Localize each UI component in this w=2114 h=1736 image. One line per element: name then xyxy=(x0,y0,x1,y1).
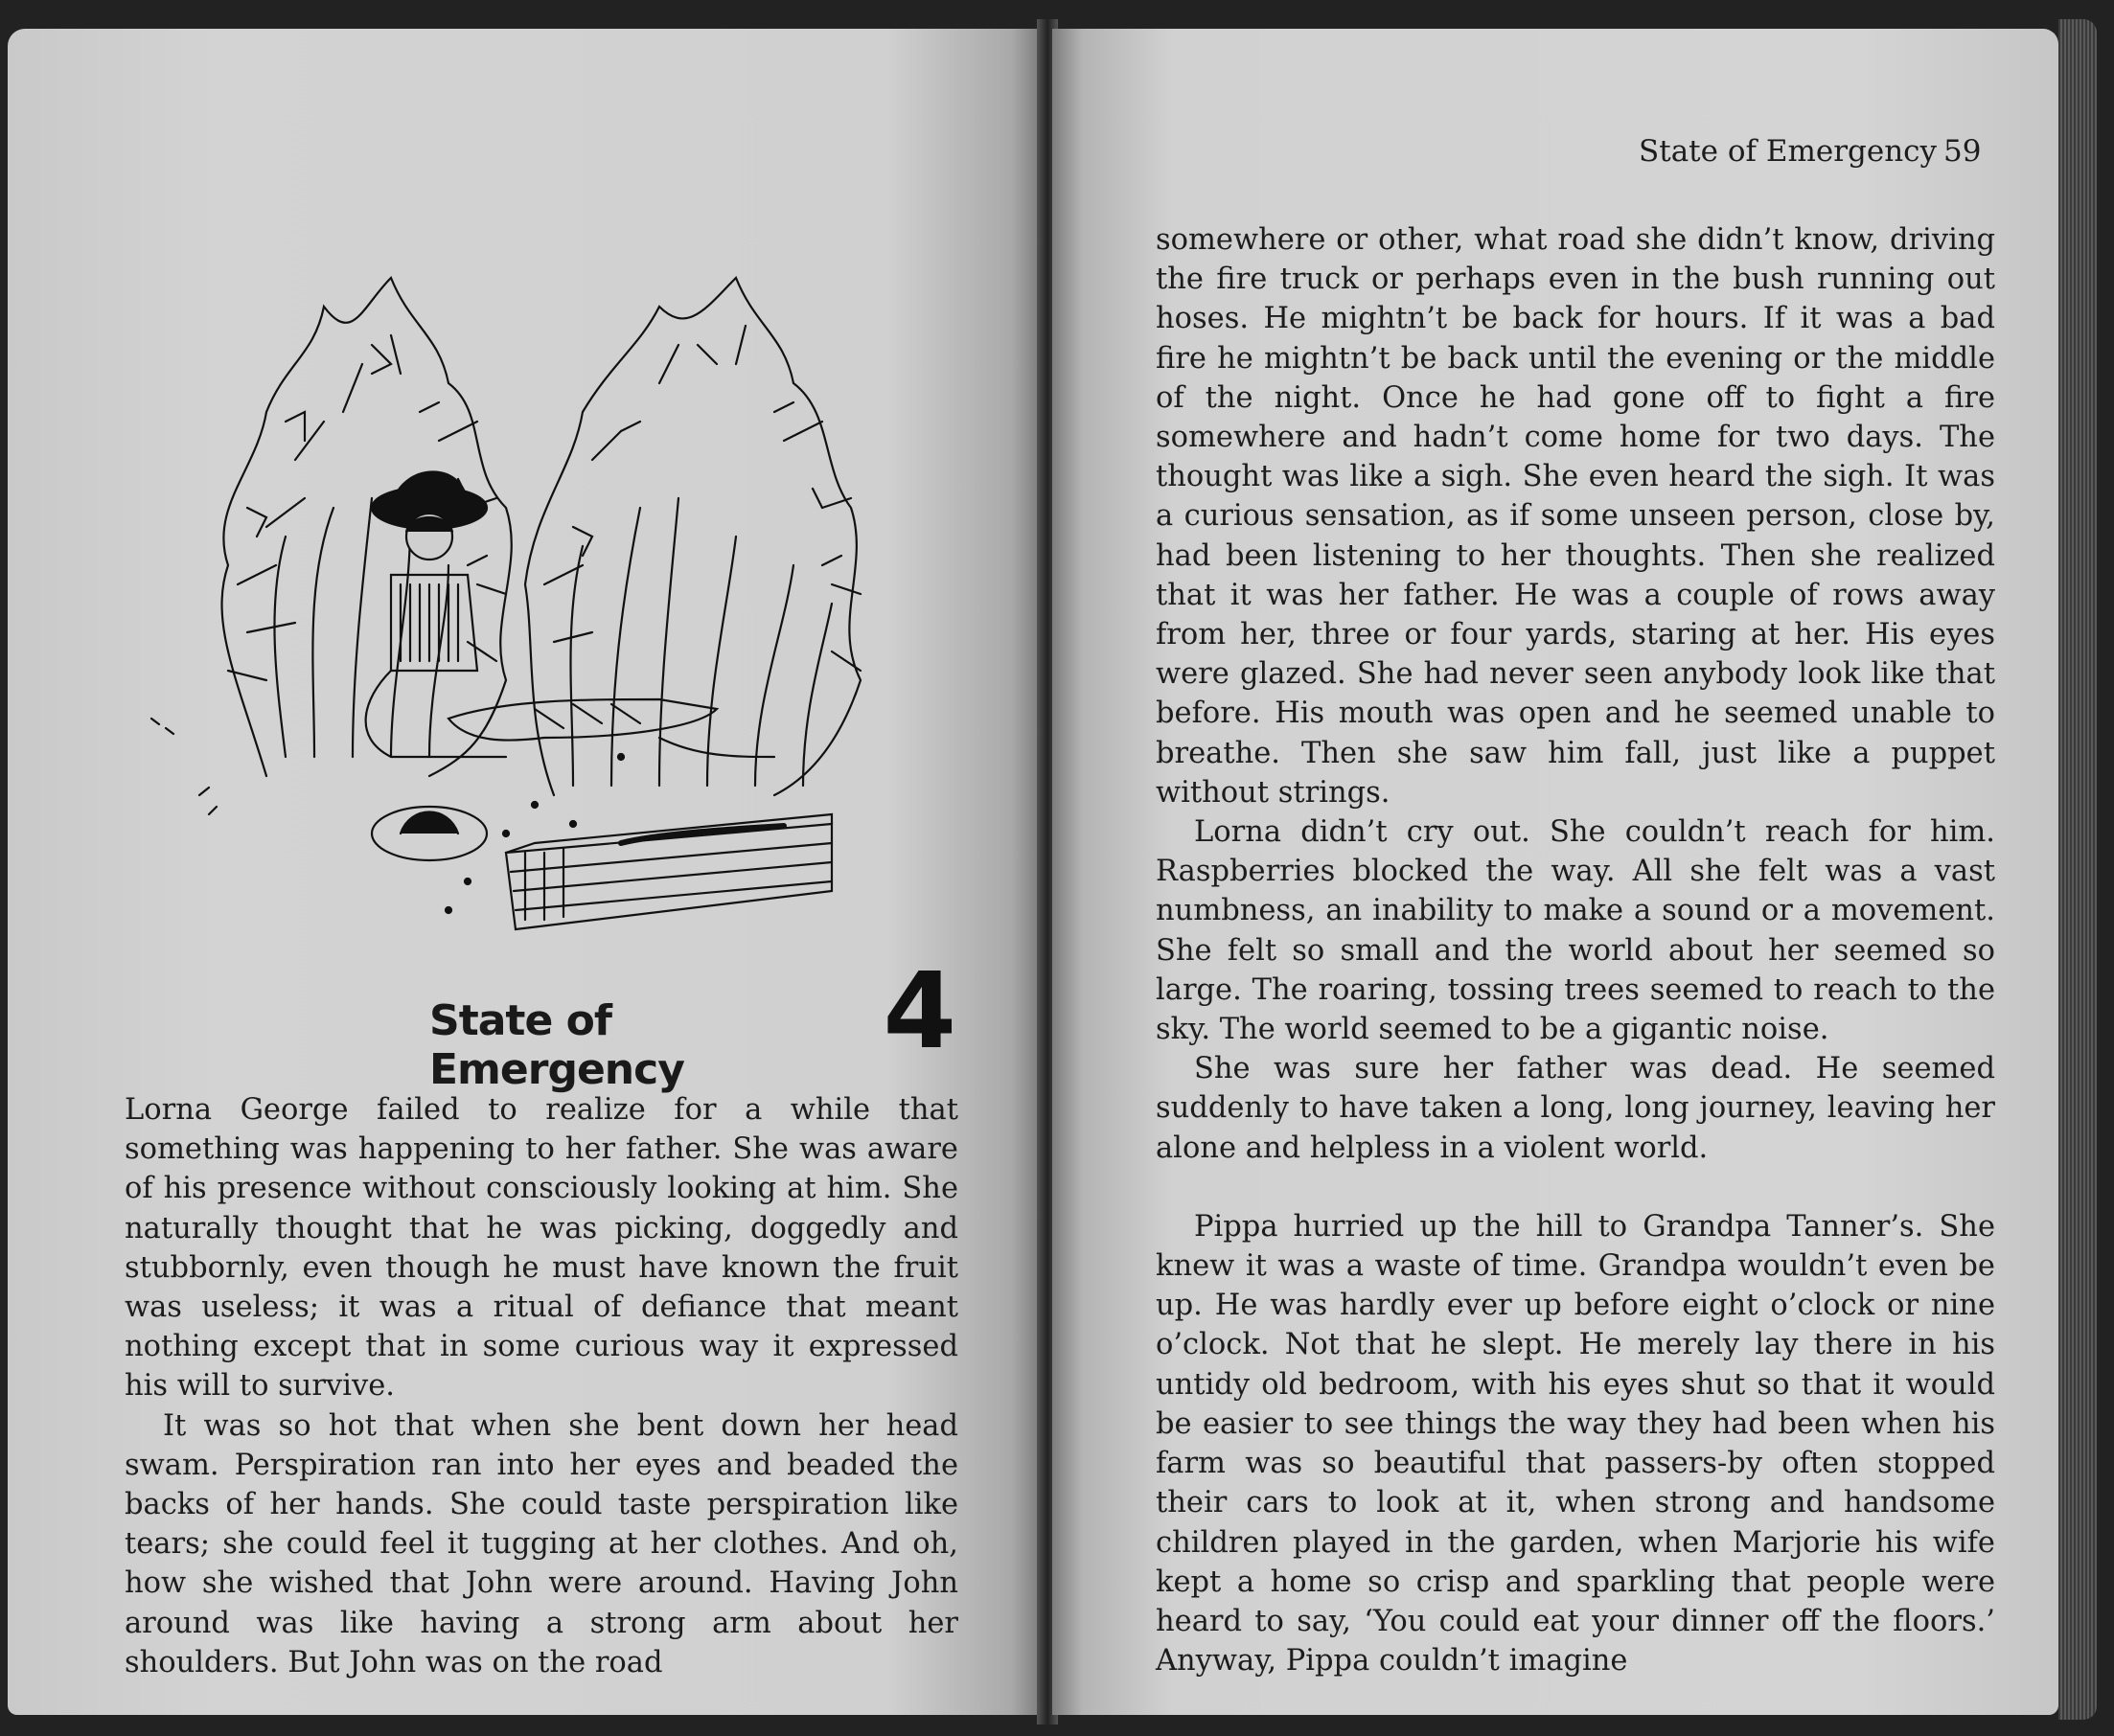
left-page-text xyxy=(125,1090,958,1682)
page-edges xyxy=(2058,19,2097,1720)
paragraph: Lorna didn’t cry out. She couldn’t reach for him. Raspberries blocked the way. All she felt was a vast numbness, an inability to make a sound or a movement. She felt so small and the world about her seemed so large. The roaring, tossing trees seemed to reach to the sky. The world seemed to be a gigantic noise. xyxy=(1156,815,1995,1047)
paragraph: Lorna George failed to realize for a while that something was happening to her father. She was aware of his presence without consciously looking at him. She naturally thought that he was picking, doggedly and stubbornly, even though he must have known the fruit was useless; it was a ritual of defiance that meant nothing except that in some curious way it expressed his will to survive. xyxy=(125,1093,958,1404)
chapter-number: 4 xyxy=(883,949,956,1072)
chapter-illustration xyxy=(123,220,947,948)
paragraph: Pippa hurried up the hill to Grandpa Tanner’s. She knew it was a waste of time. Grandpa wouldn’t even be up. He was hardly ever up before eight o’clock or nine o’clock. Not that he slept. He merely lay there in his untidy old bedroom, with his eyes shut so that it would be easier to see things the way they had been when his farm was so beautiful that passers-by often stopped their cars to look at it, when strong and handsome children played in the garden, when Marjorie his wife kept a home so crisp and sparkling that people were heard to say, ‘You could eat your dinner off the floors.’ Anyway, Pippa couldn’t imagine xyxy=(1156,1209,1995,1679)
paragraph: somewhere or other, what road she didn’t know, driving the fire truck or perhaps even in the bush running out hoses. He mightn’t be back for hours. If it was a bad fire he mightn’t be back until the evening or the middle of the night. Once he had gone off to fight a fire somewhere and hadn’t come home for two days. The thought was like a sigh. She even heard the sigh. It was a curious sensation, as if some unseen person, close by, had been listening to her thoughts. Then she realized that it was her father. He was a couple of rows away from her, three or four yards, staring at her. His eyes were glazed. She had never seen anybody look like that before. His mouth was open and he seemed unable to breathe. Then she saw him fall, just like a puppet without strings. xyxy=(1156,223,1995,810)
page-number: 59 xyxy=(1943,134,1982,169)
chapter-heading xyxy=(429,949,966,1094)
left-page xyxy=(8,29,1043,1715)
running-head: State of Emergency xyxy=(1639,134,1938,169)
chapter-title: State of Emergency xyxy=(429,996,684,1094)
paragraph: It was so hot that when she bent down her head swam. Perspiration ran into her eyes and beaded the backs of her hands. She could taste perspiration like tears; she could feel it tugging at her clothes. And oh, how she wished that John were around. Having John around was like having a strong arm about her shoulders. But John was on the road xyxy=(125,1408,958,1679)
right-page xyxy=(1052,29,2058,1715)
right-page-text xyxy=(1156,220,1995,1680)
paragraph: She was sure her father was dead. He seemed suddenly to have taken a long, long journey, leaving her alone and helpless in a violent world. xyxy=(1156,1052,1995,1165)
